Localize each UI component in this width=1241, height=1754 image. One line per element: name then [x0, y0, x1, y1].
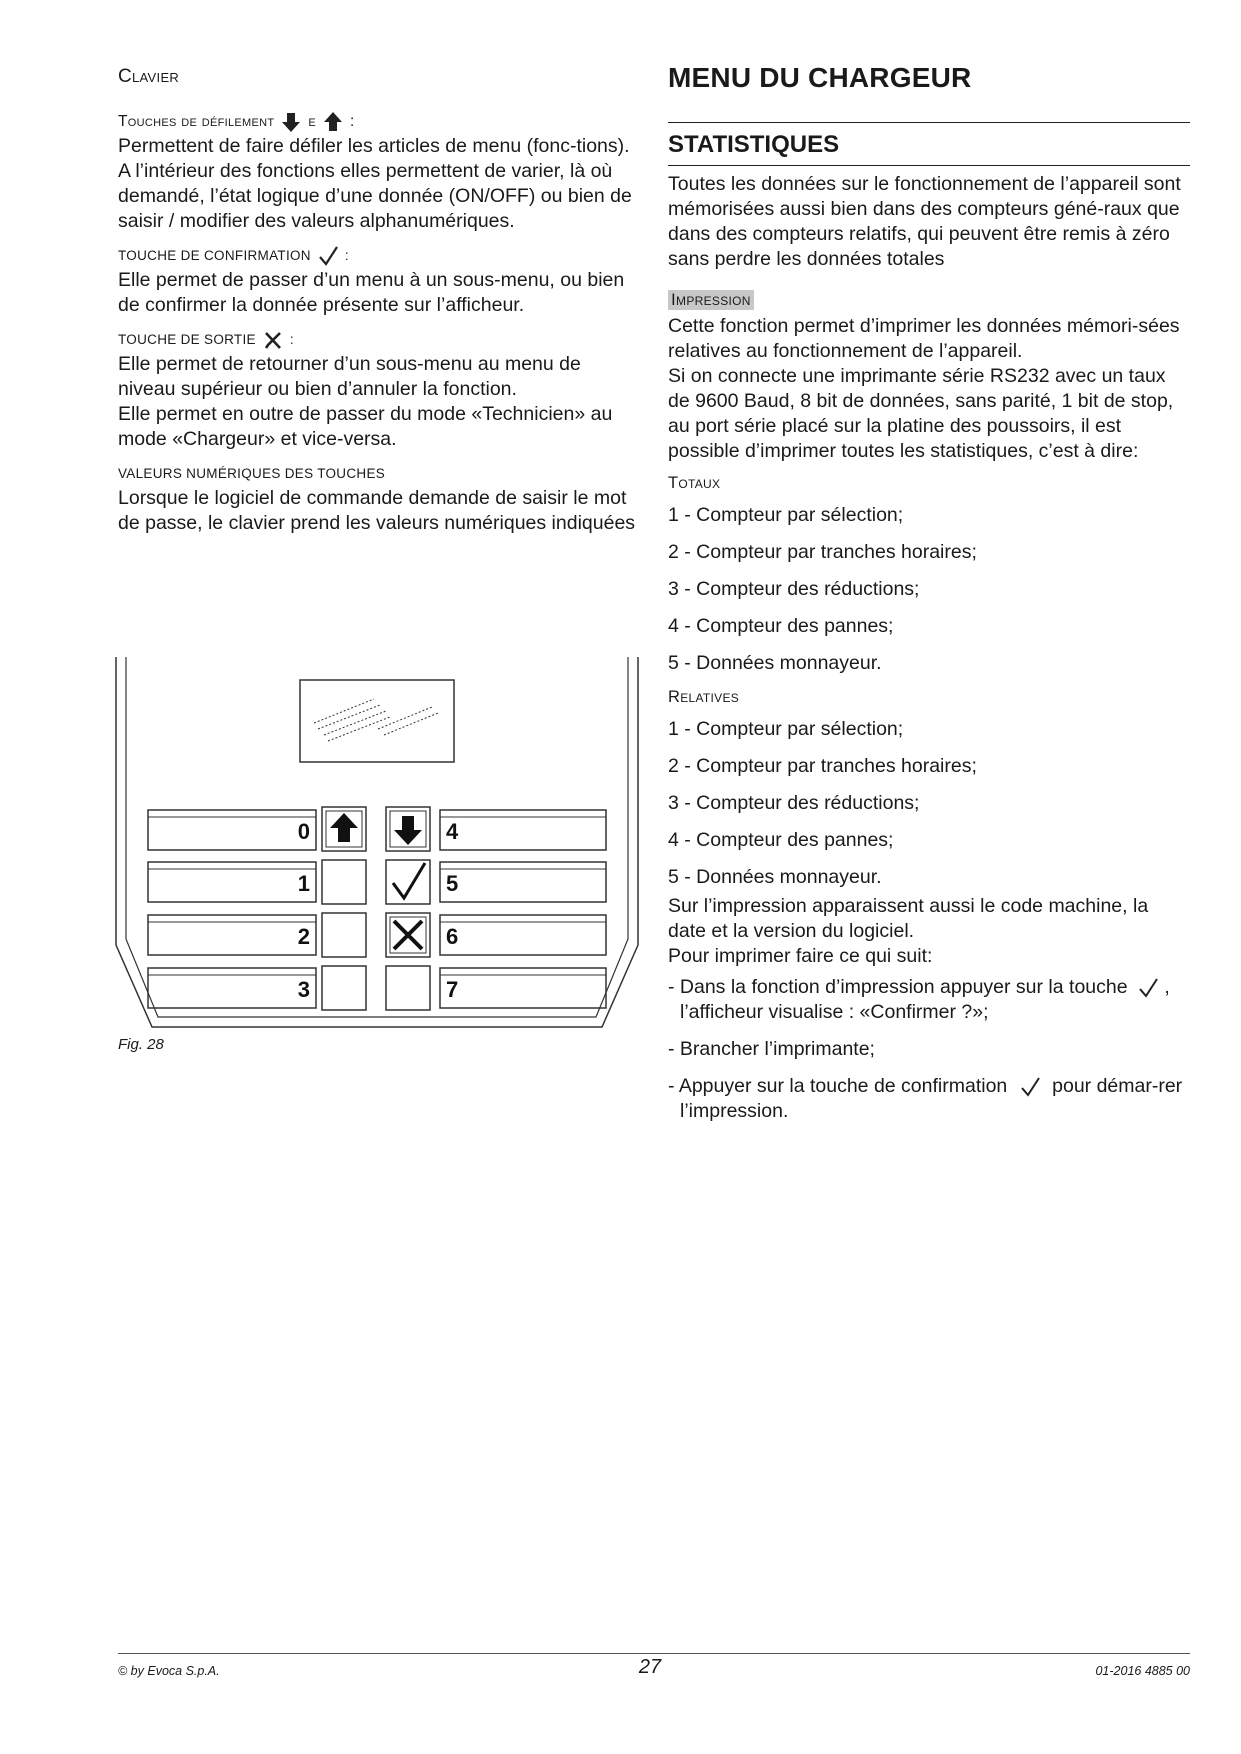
scroll-keys-heading — [118, 110, 638, 134]
list-item: 4 - Compteur des pannes; — [668, 829, 894, 851]
key-label-4: 4 — [446, 819, 459, 844]
key-bar-5 — [440, 862, 606, 902]
confirm-key-text: Elle permet de passer d’un menu à un sous-menu, ou bien de confirmer la donnée présente sur l’afficheur. — [118, 269, 625, 316]
keypad-figure — [114, 655, 640, 1035]
impression-text-1: Cette fonction permet d’imprimer les données mémori-sées relatives au fonctionnement de l’appareil. — [668, 315, 1180, 362]
print-step-3 — [668, 1074, 1190, 1124]
totaux-heading: Totaux — [668, 474, 721, 492]
list-item: 5 - Données monnayeur. — [668, 866, 882, 888]
scroll-keys-connector: e — [308, 113, 317, 130]
clavier-heading: Clavier — [118, 66, 180, 87]
confirm-key-heading — [118, 244, 638, 268]
section-rule-bottom — [668, 165, 1190, 166]
list-item: 1 - Compteur par sélection; — [668, 504, 904, 526]
numeric-values-heading: VALEURS NUMÉRIQUES DES TOUCHES — [118, 466, 386, 481]
page-number: 27 — [638, 1656, 662, 1678]
exit-key-label: TOUCHE DE SORTIE — [118, 332, 256, 347]
list-item: 4 - Compteur des pannes; — [668, 615, 894, 637]
doc-code: 01-2016 4885 00 — [1095, 1664, 1190, 1678]
print-step-1 — [668, 975, 1190, 1025]
display-hatching — [314, 699, 438, 741]
confirm-key-label: TOUCHE DE CONFIRMATION — [118, 248, 311, 263]
list-item: 3 - Compteur des réductions; — [668, 578, 920, 600]
section-rule-top — [668, 122, 1190, 159]
impression-text-2: Si on connecte une imprimante série RS232 avec un taux de 9600 Baud, 8 bit de données, sans parité, 1 bit de stop, au port série placé sur la platine des poussoirs, il est possible d’imprimer toutes les statistiques, c’est à dire: — [668, 365, 1174, 462]
key-bar-6 — [440, 915, 606, 955]
exit-key-text-2: Elle permet en outre de passer du mode «Technicien» au mode «Chargeur» et vice-versa. — [118, 403, 613, 450]
key-bar-0 — [148, 810, 316, 850]
key-label-0: 0 — [297, 819, 310, 844]
exit-key-heading — [118, 328, 638, 352]
key-bar-1 — [148, 862, 316, 902]
key-label-6: 6 — [446, 924, 459, 949]
confirm-key-colon: : — [344, 248, 349, 263]
arrow-up-icon — [322, 111, 344, 133]
relatives-heading: Relatives — [668, 688, 740, 706]
arrow-down-icon — [280, 111, 302, 133]
print-instructions-text: Pour imprimer faire ce qui suit: — [668, 945, 933, 967]
keypad-display — [300, 680, 454, 762]
list-item: 1 - Compteur par sélection; — [668, 718, 904, 740]
right-column — [668, 62, 1190, 1136]
print-step-1-text-b: , l’afficheur visualise : «Confirmer ?»; — [680, 976, 1170, 1023]
statistics-intro: Toutes les données sur le fonctionnement de l’appareil sont mémorisées aussi bien dans des compteurs géné-raux que dans des compteurs relatifs, qui peuvent être remis à zéro sans perdre les données totales — [668, 173, 1181, 270]
numeric-values-text: Lorsque le logiciel de commande demande de saisir le mot de passe, le clavier prend les valeurs numériques indiquées — [118, 487, 636, 534]
scroll-keys-text-1: Permettent de faire défiler les articles de menu (fonc-tions). — [118, 135, 630, 157]
print-step-3-text-b: pour démar-rer l’impression. — [680, 1075, 1183, 1122]
list-item: 5 - Données monnayeur. — [668, 652, 882, 674]
blank-key-2 — [322, 913, 366, 957]
scroll-keys-text-2: A l’intérieur des fonctions elles permettent de varier, là où demandé, l’état logique d’une donnée (ON/OFF) ou bien de saisir / modifier des valeurs alphanumériques. — [118, 160, 632, 232]
cross-icon — [262, 329, 284, 351]
figure-caption: Fig. 28 — [118, 1036, 164, 1053]
check-icon — [317, 245, 339, 267]
check-icon — [1137, 977, 1159, 999]
print-step-3-text-a: - Appuyer sur la touche de confirmation — [668, 1075, 1008, 1097]
key-bar-2 — [148, 915, 316, 955]
key-label-5: 5 — [446, 871, 459, 896]
exit-key-text-1: Elle permet de retourner d’un sous-menu au menu de niveau supérieur ou bien d’annuler la fonction. — [118, 353, 581, 400]
key-bar-7 — [440, 968, 606, 1008]
impression-tag: Impression — [668, 290, 754, 310]
print-step-1-text-a: - Dans la fonction d’impression appuyer sur la touche — [668, 976, 1128, 998]
exit-key-colon: : — [289, 332, 294, 347]
blank-key-4 — [386, 966, 430, 1010]
print-info-text: Sur l’impression apparaissent aussi le code machine, la date et la version du logiciel. — [668, 895, 1149, 942]
list-item: 2 - Compteur par tranches horaires; — [668, 541, 977, 563]
footer-copyright: © by Evoca S.p.A. — [118, 1664, 220, 1678]
section-title: STATISTIQUES — [668, 131, 840, 158]
scroll-keys-label: Touches de défilement — [118, 113, 275, 130]
list-item: 2 - Compteur par tranches horaires; — [668, 755, 977, 777]
check-icon — [1019, 1076, 1041, 1098]
key-label-2: 2 — [297, 924, 310, 949]
key-bar-4 — [440, 810, 606, 850]
key-label-1: 1 — [297, 871, 310, 896]
footer-rule — [118, 1653, 1190, 1654]
print-step-2: - Brancher l’imprimante; — [668, 1038, 875, 1060]
scroll-keys-colon: : — [350, 113, 355, 130]
key-bar-3 — [148, 968, 316, 1008]
page-title: MENU DU CHARGEUR — [668, 62, 972, 93]
key-label-7: 7 — [446, 977, 459, 1002]
key-label-3: 3 — [297, 977, 310, 1002]
blank-key-1 — [322, 860, 366, 904]
blank-key-3 — [322, 966, 366, 1010]
left-column — [118, 66, 638, 546]
list-item: 3 - Compteur des réductions; — [668, 792, 920, 814]
